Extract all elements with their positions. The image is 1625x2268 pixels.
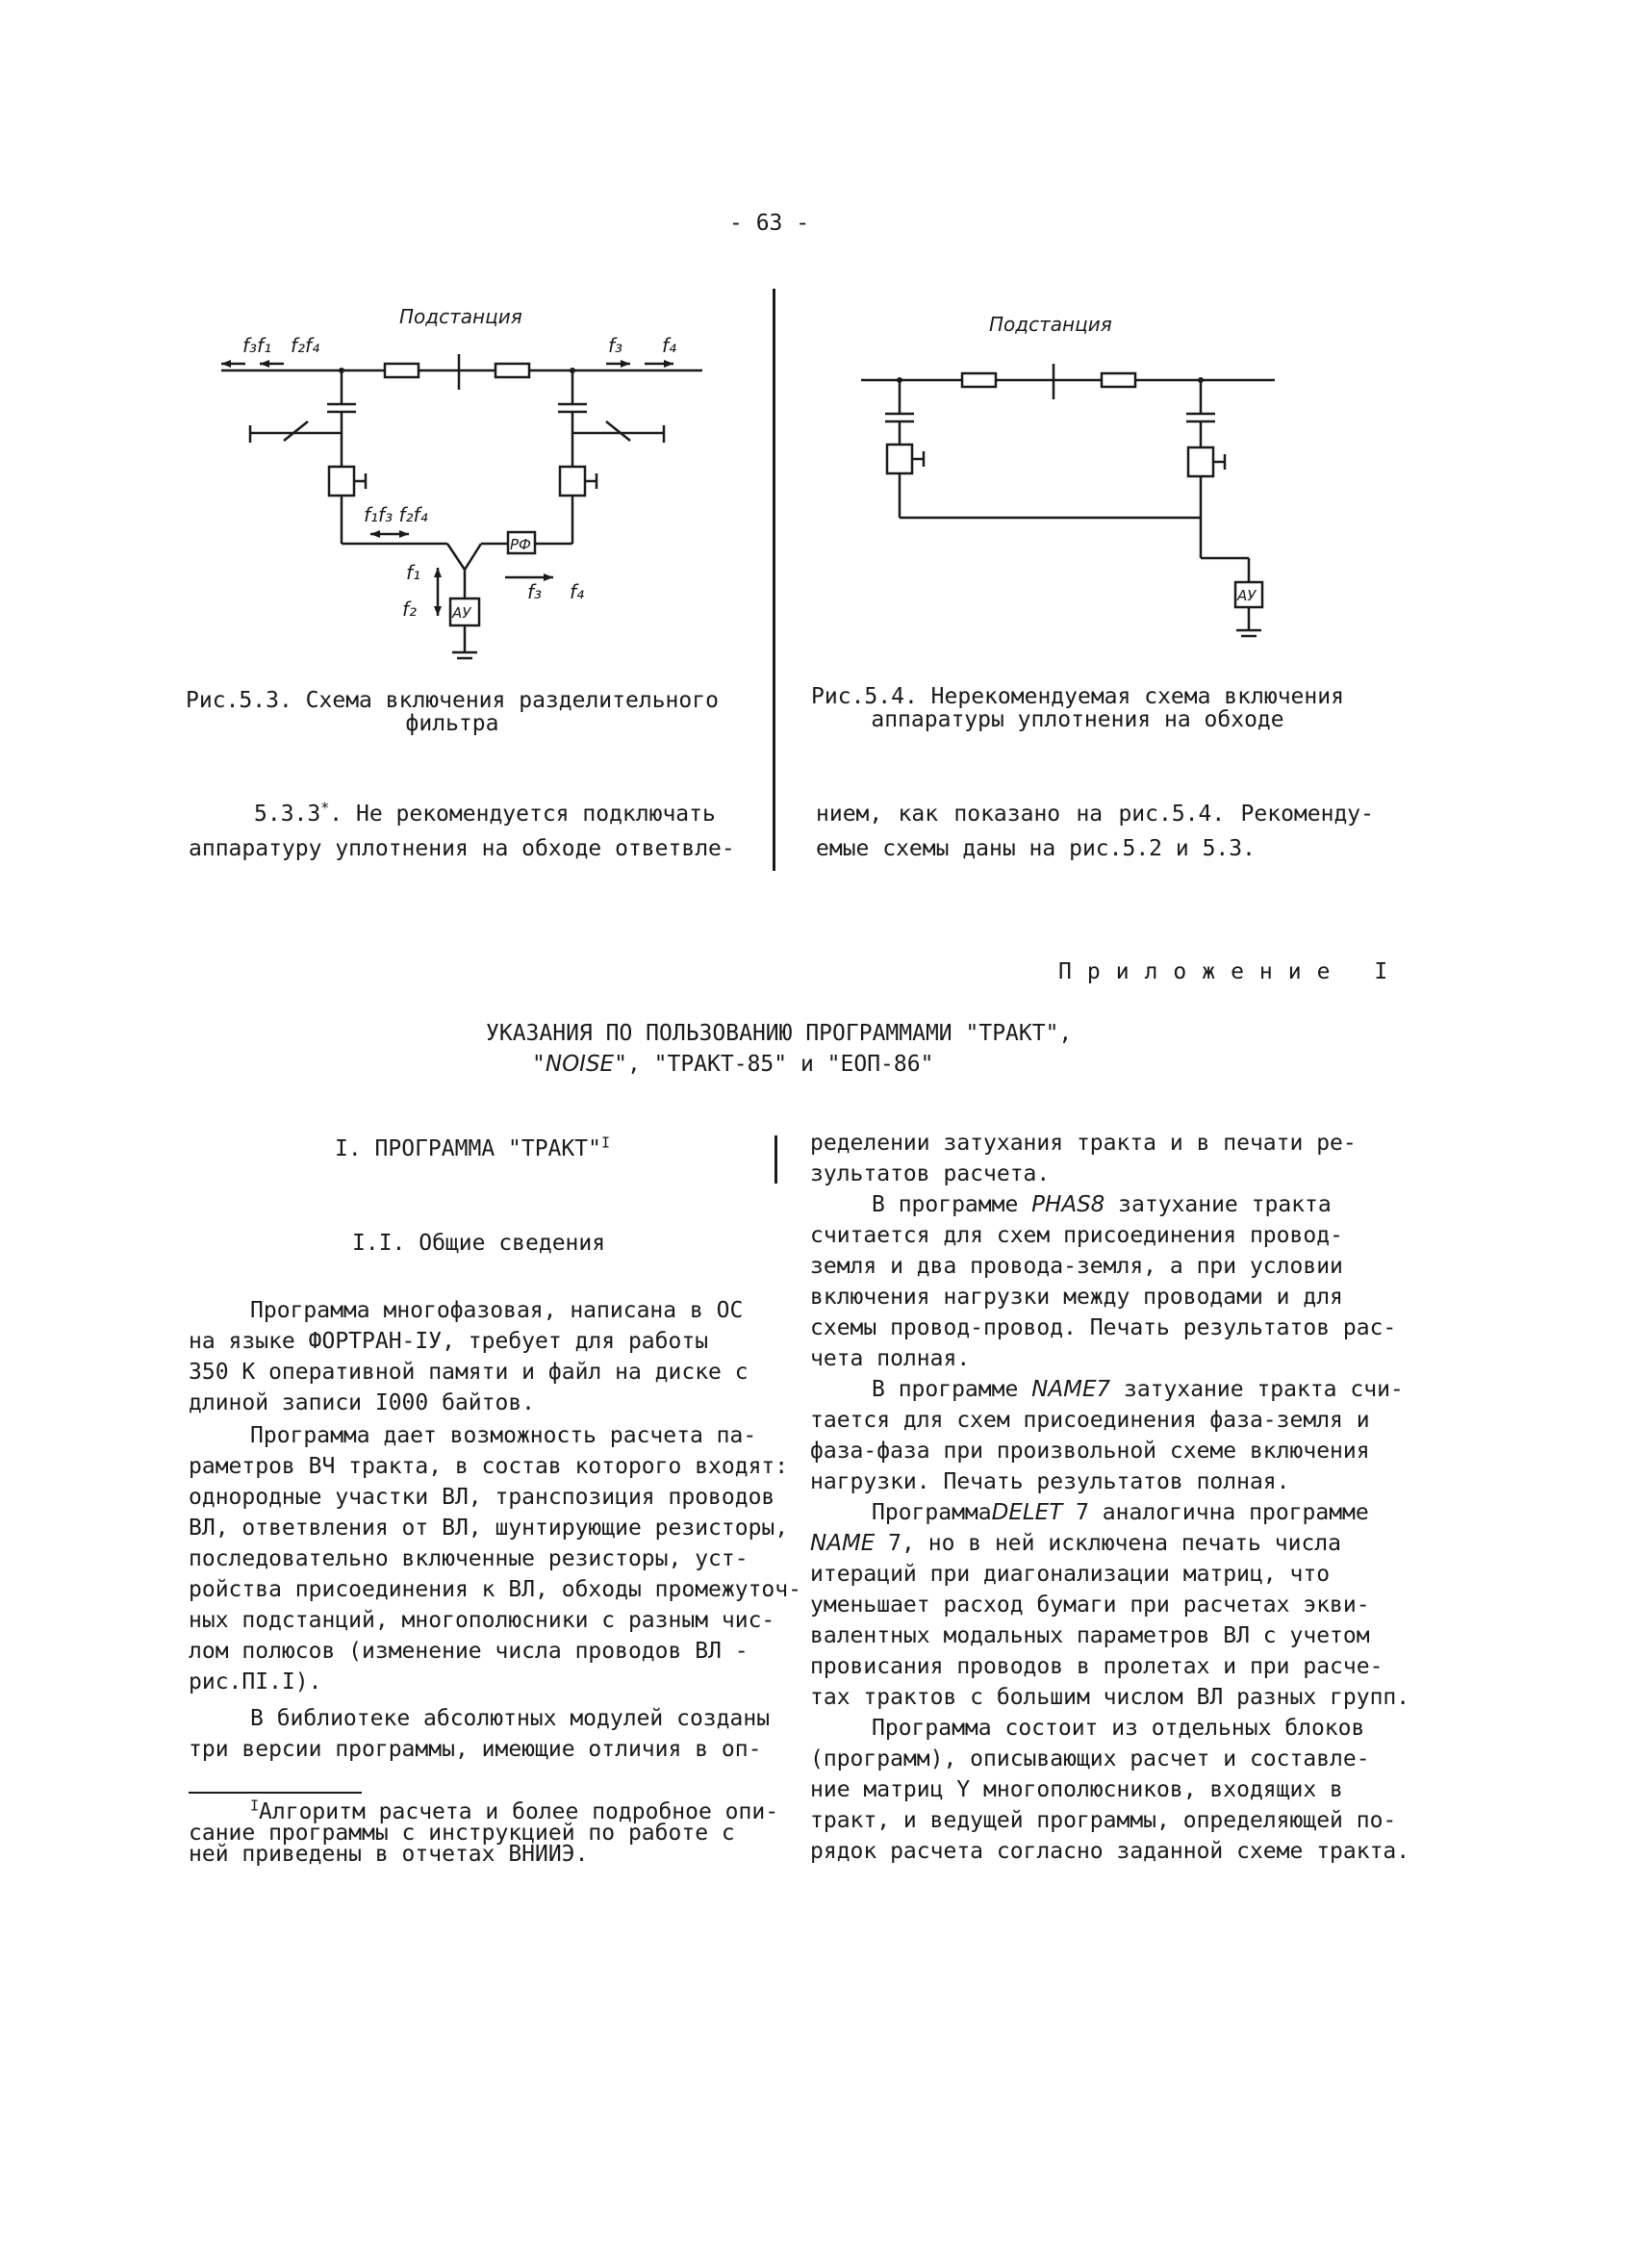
figure-5-3-diagram xyxy=(192,298,731,674)
right-p3-l3: уменьшает расход бумаги при расчетах экви- xyxy=(810,1593,1370,1618)
appendix-title-noise: NOISE xyxy=(545,1052,615,1077)
right-p1-l5: чета полная. xyxy=(810,1346,971,1371)
footnote-l1: сание программы с инструкцией по работе с xyxy=(189,1821,735,1846)
fig53-freq-mid: f₁f₃ f₂f₄ xyxy=(364,503,428,526)
fig53-freq-down1: f₁ xyxy=(406,561,421,584)
general-info-subheading: I.I. Общие сведения xyxy=(352,1231,606,1256)
right-p1-pre: В программе xyxy=(872,1192,1032,1217)
appendix-title-line2 xyxy=(532,1049,933,1080)
right-p2-pre: В программе xyxy=(872,1377,1032,1402)
fig53-rf-label: РФ xyxy=(510,536,531,553)
right-p1-l4: схемы провод-провод. Печать результатов рас- xyxy=(810,1315,1397,1340)
fig54-au-label: АУ xyxy=(1237,587,1257,604)
section-533-right-line2: емые схемы даны на рис.5.2 и 5.3. xyxy=(816,836,1256,861)
right-p3-pre: Программа xyxy=(872,1500,992,1525)
right-p3-code: DELET xyxy=(991,1500,1063,1525)
left-p3 xyxy=(189,1703,771,1765)
fig53-freq-br2: f₄ xyxy=(570,580,585,603)
left-p2-l4: последовательно включенные резисторы, уст- xyxy=(189,1546,749,1571)
section-533-line2: аппаратуру уплотнения на обходе ответвле- xyxy=(189,836,735,861)
program-heading-sup: I xyxy=(600,1134,610,1152)
appendix-title-line1: УКАЗАНИЯ ПО ПОЛЬЗОВАНИЮ ПРОГРАММАМИ "ТРАКТ", xyxy=(486,1021,1073,1046)
right-p1-code: PHAS8 xyxy=(1031,1192,1105,1217)
right-p3-l5: провисания проводов в пролетах и при расче- xyxy=(810,1654,1384,1679)
appendix-title-rest: ", "ТРАКТ-85" и "ЕОП-86" xyxy=(614,1052,934,1077)
fig53-freq-tl1: f₃f₁ xyxy=(242,334,272,357)
right-p3-l0 xyxy=(810,1497,1397,1528)
left-p2-l3: ВЛ, ответвления от ВЛ, шунтирующие резисторы, xyxy=(189,1516,789,1541)
left-p2-l2: однородные участки ВЛ, транспозиция проводов xyxy=(189,1485,775,1510)
footnote xyxy=(189,1797,779,1867)
program-heading-text: I. ПРОГРАММА "ТРАКТ" xyxy=(335,1136,601,1161)
right-p4-l3: тракт, и ведущей программы, определяющей по- xyxy=(810,1808,1397,1833)
fig53-caption-line2: фильтра xyxy=(405,711,499,736)
right-p0-l1: зультатов расчета. xyxy=(810,1161,1051,1186)
right-p4-l2: ние матриц Y многополюсников, входящих в xyxy=(810,1777,1343,1802)
right-p1-l0 xyxy=(810,1189,1397,1220)
fig53-freq-tl2: f₂f₄ xyxy=(291,334,320,357)
right-p3-l2: итераций при диагонализации матриц, что xyxy=(810,1562,1331,1587)
section-533-text1: . Не рекомендуется подключать xyxy=(329,802,716,827)
left-p1-l3: длиной записи I000 байтов. xyxy=(189,1390,536,1415)
fig53-freq-br1: f₃ xyxy=(527,580,543,603)
fig54-caption xyxy=(799,685,1357,731)
right-p2-code: NAME7 xyxy=(1031,1377,1111,1402)
left-p1 xyxy=(189,1295,749,1418)
left-p2-l0: Программа дает возможность расчета па- xyxy=(250,1423,757,1448)
figure-5-4-diagram xyxy=(847,308,1299,654)
left-p2 xyxy=(189,1420,801,1697)
left-p2-l6: ных подстанций, многополюсники с разным чис- xyxy=(189,1608,775,1633)
right-p2-l3: нагрузки. Печать результатов полная. xyxy=(810,1469,1290,1494)
page-number: - 63 - xyxy=(729,211,810,236)
right-p3-l4: валентных модальных параметров ВЛ с учетом xyxy=(810,1623,1370,1648)
section-533-star: * xyxy=(320,799,330,817)
left-p1-l2: 350 К оперативной памяти и файл на диске с xyxy=(189,1360,749,1385)
right-p3-line2-code: NAME xyxy=(810,1531,876,1556)
right-p0-l0: ределении затухания тракта и в печати ре- xyxy=(810,1131,1357,1156)
right-p3-line2-post: 7, но в ней исключена печать числа xyxy=(875,1531,1341,1556)
fig54-caption-line2: аппаратуры уплотнения на обходе xyxy=(871,707,1284,732)
right-p2-l1: тается для схем присоединения фаза-земля и xyxy=(810,1408,1370,1433)
fig53-freq-tr2: f₄ xyxy=(662,334,677,357)
fig54-title: Подстанция xyxy=(989,313,1112,336)
right-p4-l4: рядок расчета согласно заданной схеме тракта. xyxy=(810,1839,1410,1864)
right-p1-l1: считается для схем присоединения провод- xyxy=(810,1223,1343,1248)
right-p4-l1: (программ), описывающих расчет и составле- xyxy=(810,1746,1370,1771)
footnote-l2: ней приведены в отчетах ВНИИЭ. xyxy=(189,1842,589,1867)
right-p1-l2: земля и два провода-земля, а при условии xyxy=(810,1254,1343,1279)
left-p3-l0: В библиотеке абсолютных модулей созданы xyxy=(250,1706,771,1731)
right-p4-l0: Программа состоит из отдельных блоков xyxy=(872,1716,1365,1741)
right-p3-l6: тах трактов с большим числом ВЛ разных групп. xyxy=(810,1685,1410,1710)
column-divider-bottom xyxy=(774,1135,777,1184)
left-p2-l1: раметров ВЧ тракта, в состав которого входят: xyxy=(189,1454,789,1479)
fig53-au-label: АУ xyxy=(452,604,471,622)
section-533-number: 5.3.3 xyxy=(254,802,321,827)
fig53-freq-tr1: f₃ xyxy=(608,334,623,357)
appendix-label: Приложение I xyxy=(1058,959,1404,984)
right-p2-l0 xyxy=(810,1374,1404,1405)
right-p1-post: затухание тракта xyxy=(1104,1192,1332,1217)
fig54-caption-line1: Рис.5.4. Нерекомендуемая схема включения xyxy=(811,684,1344,709)
left-p1-l0: Программа многофазовая, написана в ОС xyxy=(250,1298,744,1323)
left-p1-l1: на языке ФОРТРАН-IУ, требует для работы xyxy=(189,1329,709,1354)
fig53-title: Подстанция xyxy=(399,305,522,328)
footnote-l0: Алгоритм расчета и более подробное опи- xyxy=(259,1799,779,1824)
section-533-line1 xyxy=(254,799,716,829)
right-p1-l3: включения нагрузки между проводами и для xyxy=(810,1285,1343,1310)
program-heading xyxy=(335,1134,610,1164)
right-p2-post: затухание тракта счи- xyxy=(1110,1377,1404,1402)
left-p2-l8: рис.ПI.I). xyxy=(189,1669,322,1695)
fig53-caption xyxy=(173,689,731,735)
right-column xyxy=(810,1128,1410,1867)
right-p2-l2: фаза-фаза при произвольной схеме включения xyxy=(810,1439,1370,1464)
column-divider-top xyxy=(773,289,775,871)
right-p3-post: 7 аналогична программе xyxy=(1062,1500,1369,1525)
right-p3-l1 xyxy=(810,1528,1397,1559)
left-p2-l7: лом полюсов (изменение числа проводов ВЛ - xyxy=(189,1639,749,1664)
left-p3-l1: три версии программы, имеющие отличия в оп- xyxy=(189,1737,762,1762)
fig53-caption-line1: Рис.5.3. Схема включения разделительного xyxy=(186,688,719,713)
footnote-rule xyxy=(189,1792,362,1794)
footnote-mark: I xyxy=(250,1797,260,1815)
fig53-freq-down2: f₂ xyxy=(402,598,418,621)
appendix-title-quote: " xyxy=(532,1052,546,1077)
section-533-right-line1: нием, как показано на рис.5.4. Рекоменду- xyxy=(816,802,1374,827)
left-p2-l5: ройства присоединения к ВЛ, обходы промежуточ- xyxy=(189,1577,801,1602)
